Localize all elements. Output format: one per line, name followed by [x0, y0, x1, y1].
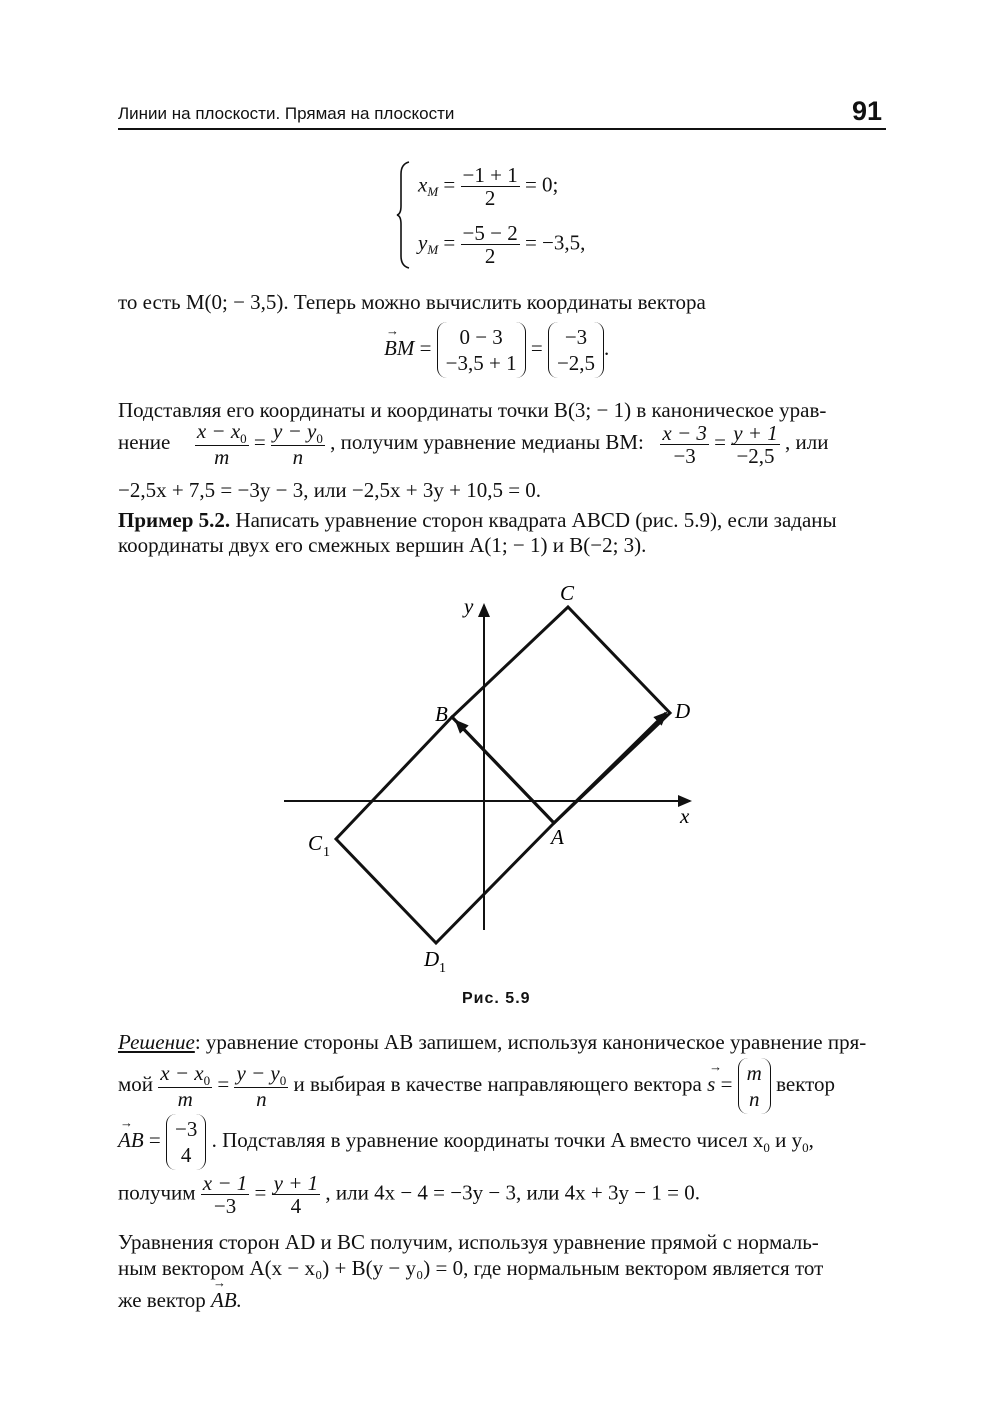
para2-line-1: Подставляя его координаты и координаты точки B(3; − 1) в каноническое урав- — [118, 398, 827, 422]
system-line-y: $y_M$ = $\frac{-5 - 2}{2}$ = −3,5, — [418, 221, 586, 268]
example-line-2: координаты двух его смежных вершин A(1; − 1) и B(−2; 3). — [118, 533, 647, 557]
p2-f1-num: x − x — [196, 419, 241, 443]
ym-denominator: 2 — [484, 244, 496, 268]
label-c: C — [560, 581, 575, 605]
ym-sub: M — [427, 242, 439, 258]
p2-f1-den: m — [214, 445, 230, 469]
sol-got: получим — [118, 1180, 196, 1205]
figure-caption: Рис. 5.9 — [462, 990, 531, 1007]
text-line-1: то есть M(0; − 3,5). Теперь можно вычислить координаты вектора — [118, 290, 706, 314]
label-c1: C — [308, 831, 323, 855]
figure-5-9 — [270, 575, 710, 975]
ab-tail2: и y — [775, 1127, 803, 1152]
sol-f2-den: n — [256, 1087, 267, 1111]
final-line-1: Уравнения сторон AD и BC получим, используя уравнение прямой с нормаль- — [118, 1230, 819, 1254]
bm-v2-bottom: −2,5 — [556, 351, 596, 375]
p2-f4-den: −2,5 — [736, 443, 775, 468]
bm-v1-bottom: −3,5 + 1 — [445, 351, 517, 375]
label-d1: D — [424, 947, 440, 971]
s-top: m — [746, 1061, 762, 1085]
p2-f2-den: n — [292, 445, 304, 469]
label-d1-sub: 1 — [439, 961, 446, 975]
p2-f2-num: y − y — [273, 419, 317, 443]
page-number: 91 — [852, 96, 883, 126]
label-b: B — [435, 702, 448, 726]
p2-f3-num: x − 3 — [662, 420, 707, 445]
square-abc1d1 — [336, 717, 554, 943]
vector-ab — [456, 721, 554, 823]
sol-g1-num: x − 1 — [202, 1171, 248, 1195]
sol-f2-num: y − y — [236, 1061, 280, 1085]
sol-f1-den: m — [177, 1087, 193, 1111]
bm-vector-1 — [437, 322, 526, 378]
xm-denominator: 2 — [484, 186, 496, 210]
ym-result: = −3,5, — [524, 230, 586, 255]
label-a: A — [551, 825, 564, 849]
para2-line-2: нение $\frac{x - x_0}{m}$ = $\frac{y - y_0}{n}$ , получим уравнение медианы BM: $\frac{x - 3}{-3}$ = $\frac{y + 1}{-2,5}$ , или — [118, 419, 829, 469]
sol-f1-num: x − x — [160, 1061, 204, 1085]
solution-lead: Решение — [118, 1030, 195, 1054]
s-vector-label: → s — [707, 1072, 715, 1096]
label-x: x — [680, 804, 690, 828]
final-ab-vector: → AB. — [211, 1288, 242, 1312]
sol-mid: и выбирая в качестве направляющего вектора — [293, 1071, 702, 1096]
solution-line-2: мой $\frac{x - x_0}{m}$ = $\frac{y - y_0}{n}$ и выбирая в качестве направляющего вектора → s = m n вектор — [118, 1058, 835, 1114]
bm-v1-top: 0 − 3 — [459, 325, 503, 349]
bm-vector-2 — [548, 322, 604, 378]
ab-vector — [166, 1114, 206, 1170]
solution-line-3: → AB = −3 4 . Подставляя в уравнение координаты точки A вместо чисел $x_0$ и $y_0$, — [118, 1114, 814, 1170]
sol-g2-num: y + 1 — [273, 1171, 319, 1195]
xm-result: = 0; — [524, 172, 559, 197]
label-c1-sub: 1 — [323, 845, 330, 860]
bm-vector-equation: → BM = 0 − 3 −3,5 + 1 = −3 −2,5 . — [384, 322, 609, 378]
solution-line-4: получим $\frac{x - 1}{-3}$ = $\frac{y + 1}{4}$ , или 4x − 4 = −3y − 3, или 4x + 3y − 1 = 0. — [118, 1171, 700, 1218]
example-line-1 — [118, 508, 837, 533]
ym-var: y — [418, 230, 428, 255]
example-text-1: Написать уравнение сторон квадрата ABCD (рис. 5.9), если заданы — [235, 508, 837, 532]
sol-g1-den: −3 — [213, 1194, 237, 1218]
xm-sub: M — [427, 184, 439, 200]
vector-ad — [554, 713, 666, 823]
xm-numerator: −1 + 1 — [462, 163, 518, 187]
final-line-3a: же вектор — [118, 1288, 206, 1312]
p2-f4-num: y + 1 — [733, 420, 778, 445]
running-header: Линии на плоскости. Прямая на плоскости — [118, 104, 455, 123]
example-label: Пример 5.2. — [118, 508, 231, 532]
system-line-x: $x_M$ = $\frac{-1 + 1}{2}$ = 0; — [418, 163, 559, 210]
ym-numerator: −5 − 2 — [462, 221, 518, 245]
ab-tail: . Подставляя в уравнение координаты точки A вместо чисел x — [211, 1127, 764, 1152]
system-brace — [395, 160, 411, 270]
sol-tail: вектор — [776, 1071, 836, 1096]
p2-tail: , или — [784, 429, 829, 454]
header-rule — [118, 128, 886, 130]
p2-mid: , получим уравнение медианы BM: — [330, 429, 644, 454]
xm-var: x — [418, 172, 428, 197]
solution-text-1: : уравнение стороны AB запишем, используя каноническое уравнение пря- — [194, 1030, 867, 1054]
para2-line-3: −2,5x + 7,5 = −3y − 3, или −2,5x + 3y + 10,5 = 0. — [118, 478, 542, 502]
p2-f3-den: −3 — [673, 443, 696, 468]
final-line-3 — [118, 1288, 242, 1313]
solution-word-moi: мой — [118, 1071, 154, 1096]
para2-word: нение — [118, 429, 171, 454]
ab-top: −3 — [175, 1117, 198, 1141]
ab-bottom: 4 — [180, 1143, 192, 1167]
s-vector — [738, 1058, 771, 1114]
label-d: D — [675, 699, 691, 723]
final-line-2: ным вектором A(x − x₀) + B(y − y₀) = 0, где нормальным вектором является тот — [118, 1256, 824, 1280]
bm-label: → BM — [384, 336, 414, 360]
sol-got-tail: , или 4x − 4 = −3y − 3, или 4x + 3y − 1 = 0. — [325, 1180, 700, 1205]
bm-v2-top: −3 — [564, 325, 588, 349]
s-bottom: n — [748, 1087, 760, 1111]
solution-line-1 — [118, 1030, 866, 1055]
sol-g2-den: 4 — [290, 1194, 302, 1218]
label-y: y — [464, 594, 474, 618]
ab-vector-label: → AB — [118, 1128, 144, 1152]
